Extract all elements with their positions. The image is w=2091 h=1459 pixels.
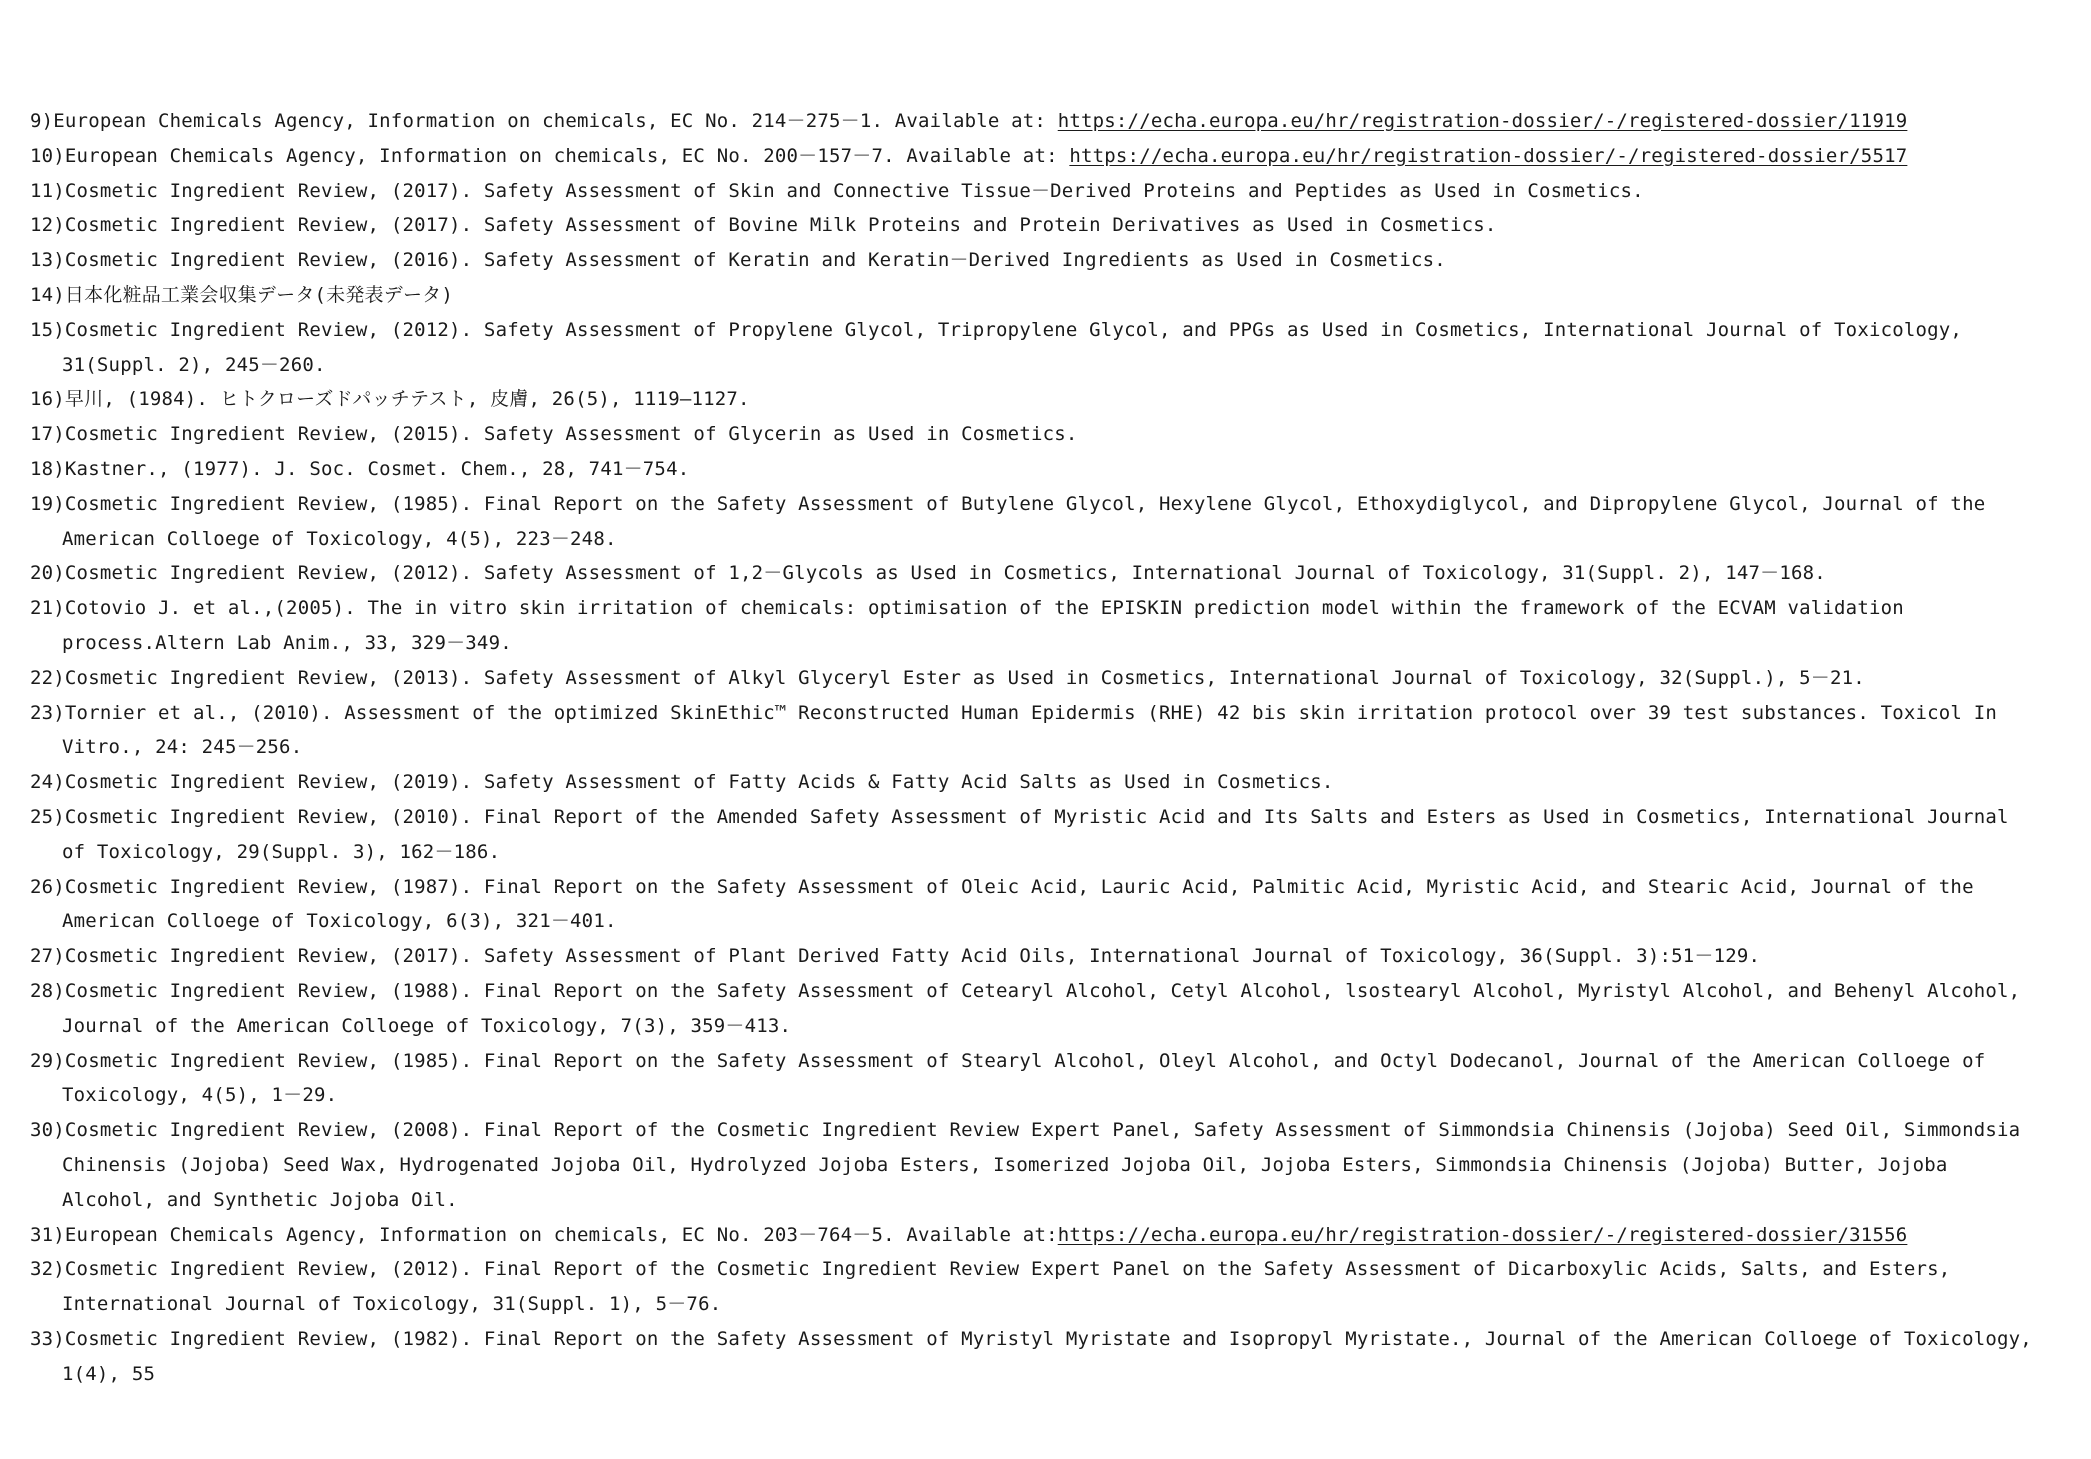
reference-25: 25)Cosmetic Ingredient Review, (2010). Final Report of the Amended Safety Assessment of Myristic Acid and Its Salts and Esters as Used in Cosmetics, International Journal of Toxicology, 29(Suppl. 3), 162－186. [30, 805, 2009, 863]
reference-33: 33)Cosmetic Ingredient Review, (1982). Final Report on the Safety Assessment of Myristyl Myristate and Isopropyl Myristate., Journal of the American Colloege of Toxicology, 1(4), 55 [30, 1327, 2032, 1385]
reference-18: 18)Kastner., (1977). J. Soc. Cosmet. Chem., 28, 741－754. [30, 457, 690, 480]
reference-31-link[interactable]: https://echa.europa.eu/hr/registration-dossier/-/registered-dossier/31556 [1057, 1223, 1908, 1246]
reference-31: 31)European Chemicals Agency, Information on chemicals, EC No. 203－764－5. Available at:https://echa.europa.eu/hr/registration-dossier/-/registered-dossier/31556 [30, 1223, 1908, 1246]
reference-32: 32)Cosmetic Ingredient Review, (2012). Final Report of the Cosmetic Ingredient Review Expert Panel on the Safety Assessment of Dicarboxylic Acids, Salts, and Esters, International Journal of Toxicology, 31(Suppl. 1), 5－76. [30, 1258, 1951, 1316]
reference-21: 21)Cotovio J. et al.,(2005). The in vitro skin irritation of chemicals: optimisation of the EPISKIN prediction model within the framework of the ECVAM validation process.Altern Lab Anim., 33, 329－349. [30, 597, 1904, 654]
reference-23: 23)Tornier et al., (2010). Assessment of the optimized SkinEthic™ Reconstructed Human Epidermis (RHE) 42 bis skin irritation protocol over 39 test substances. Toxicol In Vitro., 24: 245－256. [30, 701, 1997, 759]
reference-12: 12)Cosmetic Ingredient Review, (2017). Safety Assessment of Bovine Milk Proteins and Protein Derivatives as Used in Cosmetics. [30, 214, 1497, 237]
reference-14: 14)日本化粧品工業会収集データ(未発表データ) [30, 283, 454, 306]
reference-19: 19)Cosmetic Ingredient Review, (1985). Final Report on the Safety Assessment of Butylene Glycol, Hexylene Glycol, Ethoxydiglycol, and Dipropylene Glycol, Journal of the American Colloege of Toxicology, 4(5), 223－248. [30, 492, 1986, 550]
reference-26: 26)Cosmetic Ingredient Review, (1987). Final Report on the Safety Assessment of Oleic Acid, Lauric Acid, Palmitic Acid, Myristic Acid, and Stearic Acid, Journal of the American Colloege of Toxicology, 6(3), 321－401. [30, 875, 1974, 933]
reference-22: 22)Cosmetic Ingredient Review, (2013). Safety Assessment of Alkyl Glyceryl Ester as Used in Cosmetics, International Journal of Toxicology, 32(Suppl.), 5－21. [30, 666, 1865, 689]
reference-27: 27)Cosmetic Ingredient Review, (2017). Safety Assessment of Plant Derived Fatty Acid Oils, International Journal of Toxicology, 36(Suppl. 3):51－129. [30, 945, 1761, 968]
reference-9-link[interactable]: https://echa.europa.eu/hr/registration-dossier/-/registered-dossier/11919 [1057, 110, 1908, 132]
reference-30: 30)Cosmetic Ingredient Review, (2008). Final Report of the Cosmetic Ingredient Review Expert Panel, Safety Assessment of Simmondsia Chinensis (Jojoba) Seed Oil, Simmondsia Chinensis (Jojoba) Seed Wax, Hydrogenated Jojoba Oil, Hydrolyzed Jojoba Esters, Isomerized Jojoba Oil, Jojoba Esters, Simmondsia Chinensis (Jojoba) Butter, Jojoba Alcohol, and Synthetic Jojoba Oil. [30, 1119, 2021, 1211]
reference-28: 28)Cosmetic Ingredient Review, (1988). Final Report on the Safety Assessment of Cetearyl Alcohol, Cetyl Alcohol, lsostearyl Alcohol, Myristyl Alcohol, and Behenyl Alcohol, Journal of the American Colloege of Toxicology, 7(3), 359－413. [30, 979, 2021, 1037]
reference-20: 20)Cosmetic Ingredient Review, (2012). Safety Assessment of 1,2－Glycols as Used in Cosmetics, International Journal of Toxicology, 31(Suppl. 2), 147－168. [30, 562, 1826, 585]
reference-10: 10)European Chemicals Agency, Information on chemicals, EC No. 200－157－7. Available at: https://echa.europa.eu/hr/registration-dossier/-/registered-dossier/5517 [30, 144, 1908, 167]
reference-16: 16)早川, (1984). ヒトクローズドパッチテスト, 皮膚, 26(5), 1119―1127. [30, 388, 750, 411]
reference-24: 24)Cosmetic Ingredient Review, (2019). Safety Assessment of Fatty Acids & Fatty Acid Salts as Used in Cosmetics. [30, 771, 1334, 794]
reference-10-link[interactable]: https://echa.europa.eu/hr/registration-dossier/-/registered-dossier/5517 [1069, 144, 1908, 167]
reference-11: 11)Cosmetic Ingredient Review, (2017). Safety Assessment of Skin and Connective Tissue－Derived Proteins and Peptides as Used in Cosmetics. [30, 179, 1644, 202]
reference-9: 9)European Chemicals Agency, Information on chemicals, EC No. 214－275－1. Available at: https://echa.europa.eu/hr/registration-dossier/-/registered-dossier/11919 [30, 110, 1908, 132]
reference-29: 29)Cosmetic Ingredient Review, (1985). Final Report on the Safety Assessment of Stearyl Alcohol, Oleyl Alcohol, and Octyl Dodecanol, Journal of the American Colloege of Toxicology, 4(5), 1－29. [30, 1049, 1986, 1107]
reference-13: 13)Cosmetic Ingredient Review, (2016). Safety Assessment of Keratin and Keratin－Derived Ingredients as Used in Cosmetics. [30, 249, 1446, 272]
reference-15: 15)Cosmetic Ingredient Review, (2012). Safety Assessment of Propylene Glycol, Tripropylene Glycol, and PPGs as Used in Cosmetics, International Journal of Toxicology, 31(Suppl. 2), 245－260. [30, 318, 1963, 376]
reference-17: 17)Cosmetic Ingredient Review, (2015). Safety Assessment of Glycerin as Used in Cosmetics. [30, 423, 1078, 446]
reference-list [30, 104, 2040, 1391]
